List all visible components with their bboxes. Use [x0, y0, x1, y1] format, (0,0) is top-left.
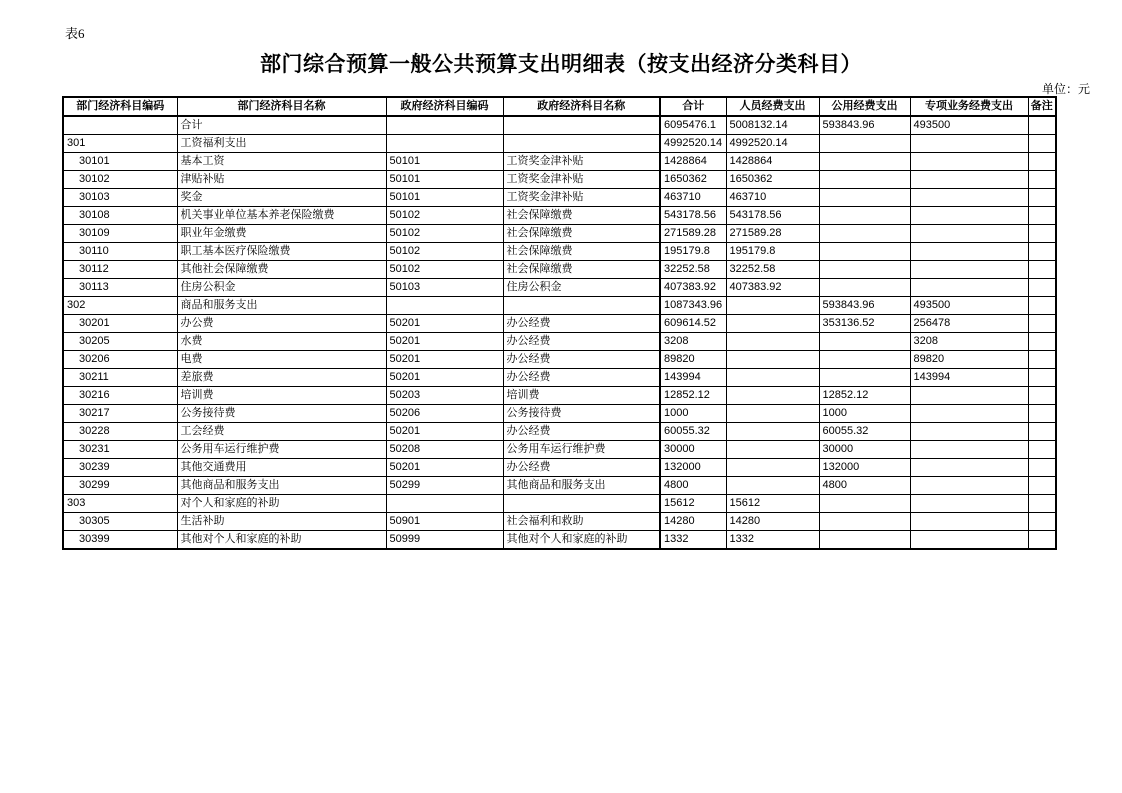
cell-dept-code: 302 [63, 297, 177, 315]
cell-public-expense: 30000 [819, 441, 910, 459]
cell-special-expense [910, 441, 1028, 459]
cell-dept-name: 住房公积金 [177, 279, 386, 297]
cell-note [1028, 333, 1056, 351]
cell-note [1028, 153, 1056, 171]
cell-gov-code: 50103 [386, 279, 503, 297]
cell-total: 6095476.1 [660, 116, 726, 135]
cell-total: 132000 [660, 459, 726, 477]
cell-dept-name: 奖金 [177, 189, 386, 207]
cell-special-expense [910, 531, 1028, 550]
cell-gov-name: 办公经费 [503, 459, 660, 477]
cell-note [1028, 171, 1056, 189]
cell-dept-name: 差旅费 [177, 369, 386, 387]
cell-public-expense [819, 333, 910, 351]
cell-gov-name: 工资奖金津补贴 [503, 153, 660, 171]
cell-special-expense: 256478 [910, 315, 1028, 333]
cell-total: 543178.56 [660, 207, 726, 225]
cell-dept-name: 公务接待费 [177, 405, 386, 423]
cell-personnel-expense: 5008132.14 [726, 116, 819, 135]
cell-total: 32252.58 [660, 261, 726, 279]
table-row [63, 135, 1056, 153]
cell-dept-code [63, 116, 177, 135]
cell-personnel-expense: 543178.56 [726, 207, 819, 225]
table-row [63, 387, 1056, 405]
cell-note [1028, 261, 1056, 279]
cell-personnel-expense: 1332 [726, 531, 819, 550]
cell-total: 1428864 [660, 153, 726, 171]
cell-public-expense [819, 513, 910, 531]
cell-note [1028, 243, 1056, 261]
cell-special-expense [910, 243, 1028, 261]
cell-special-expense [910, 153, 1028, 171]
cell-gov-name [503, 495, 660, 513]
column-header-gov-name: 政府经济科目名称 [503, 97, 660, 116]
cell-public-expense: 4800 [819, 477, 910, 495]
cell-special-expense: 89820 [910, 351, 1028, 369]
cell-special-expense [910, 189, 1028, 207]
cell-special-expense [910, 477, 1028, 495]
cell-gov-code: 50901 [386, 513, 503, 531]
cell-total: 4992520.14 [660, 135, 726, 153]
cell-gov-code: 50203 [386, 387, 503, 405]
cell-public-expense [819, 189, 910, 207]
cell-dept-code: 30205 [63, 333, 177, 351]
cell-gov-code: 50299 [386, 477, 503, 495]
cell-public-expense [819, 369, 910, 387]
cell-dept-code: 30112 [63, 261, 177, 279]
cell-gov-name: 工资奖金津补贴 [503, 189, 660, 207]
cell-personnel-expense: 271589.28 [726, 225, 819, 243]
cell-gov-code: 50102 [386, 225, 503, 243]
cell-note [1028, 225, 1056, 243]
cell-total: 195179.8 [660, 243, 726, 261]
cell-dept-code: 301 [63, 135, 177, 153]
cell-gov-code: 50101 [386, 153, 503, 171]
cell-dept-name: 对个人和家庭的补助 [177, 495, 386, 513]
cell-public-expense [819, 495, 910, 513]
table-row [63, 477, 1056, 495]
cell-note [1028, 513, 1056, 531]
cell-gov-name: 办公经费 [503, 351, 660, 369]
cell-note [1028, 495, 1056, 513]
cell-dept-code: 30103 [63, 189, 177, 207]
cell-dept-code: 30216 [63, 387, 177, 405]
table-row [63, 369, 1056, 387]
cell-dept-name: 其他社会保障缴费 [177, 261, 386, 279]
cell-total: 1087343.96 [660, 297, 726, 315]
cell-gov-code: 50201 [386, 369, 503, 387]
cell-dept-code: 30305 [63, 513, 177, 531]
cell-gov-name [503, 135, 660, 153]
cell-note [1028, 459, 1056, 477]
column-header-dept-name: 部门经济科目名称 [177, 97, 386, 116]
cell-dept-name: 其他商品和服务支出 [177, 477, 386, 495]
cell-gov-name: 社会保障缴费 [503, 261, 660, 279]
cell-special-expense: 493500 [910, 297, 1028, 315]
cell-note [1028, 315, 1056, 333]
cell-note [1028, 531, 1056, 550]
cell-gov-code: 50206 [386, 405, 503, 423]
table-row [63, 531, 1056, 550]
cell-gov-code [386, 297, 503, 315]
column-header-dept-code: 部门经济科目编码 [63, 97, 177, 116]
cell-public-expense [819, 261, 910, 279]
cell-dept-code: 30201 [63, 315, 177, 333]
budget-table [62, 96, 1057, 550]
cell-dept-name: 培训费 [177, 387, 386, 405]
cell-gov-code: 50201 [386, 351, 503, 369]
cell-gov-name: 其他对个人和家庭的补助 [503, 531, 660, 550]
cell-total: 1332 [660, 531, 726, 550]
cell-total: 15612 [660, 495, 726, 513]
cell-public-expense: 593843.96 [819, 116, 910, 135]
cell-special-expense [910, 405, 1028, 423]
table-row [63, 315, 1056, 333]
cell-total: 3208 [660, 333, 726, 351]
cell-total: 407383.92 [660, 279, 726, 297]
cell-gov-name: 办公经费 [503, 369, 660, 387]
cell-total: 143994 [660, 369, 726, 387]
cell-public-expense: 353136.52 [819, 315, 910, 333]
cell-personnel-expense: 1650362 [726, 171, 819, 189]
sheet-label: 表6 [65, 26, 85, 41]
table-row [63, 189, 1056, 207]
cell-note [1028, 477, 1056, 495]
cell-personnel-expense [726, 441, 819, 459]
table-row [63, 459, 1056, 477]
cell-special-expense: 143994 [910, 369, 1028, 387]
cell-total: 463710 [660, 189, 726, 207]
cell-total: 1650362 [660, 171, 726, 189]
cell-dept-name: 津贴补贴 [177, 171, 386, 189]
cell-personnel-expense [726, 477, 819, 495]
cell-gov-name: 社会保障缴费 [503, 207, 660, 225]
cell-gov-name: 公务接待费 [503, 405, 660, 423]
cell-dept-name: 合计 [177, 116, 386, 135]
cell-dept-name: 机关事业单位基本养老保险缴费 [177, 207, 386, 225]
table-body [63, 116, 1056, 549]
cell-public-expense [819, 171, 910, 189]
cell-dept-name: 商品和服务支出 [177, 297, 386, 315]
cell-dept-name: 其他对个人和家庭的补助 [177, 531, 386, 550]
cell-gov-code: 50102 [386, 261, 503, 279]
unit-label: 单位：元 [1041, 82, 1090, 96]
cell-personnel-expense: 195179.8 [726, 243, 819, 261]
cell-personnel-expense: 1428864 [726, 153, 819, 171]
table-row [63, 351, 1056, 369]
cell-personnel-expense [726, 405, 819, 423]
table-row [63, 153, 1056, 171]
cell-total: 609614.52 [660, 315, 726, 333]
cell-dept-name: 工会经费 [177, 423, 386, 441]
cell-dept-code: 30108 [63, 207, 177, 225]
cell-gov-code: 50201 [386, 423, 503, 441]
cell-special-expense: 493500 [910, 116, 1028, 135]
cell-special-expense [910, 171, 1028, 189]
cell-dept-name: 职工基本医疗保险缴费 [177, 243, 386, 261]
cell-total: 89820 [660, 351, 726, 369]
cell-special-expense [910, 261, 1028, 279]
cell-dept-code: 30211 [63, 369, 177, 387]
cell-dept-code: 30101 [63, 153, 177, 171]
table-row [63, 297, 1056, 315]
cell-gov-name: 社会福利和救助 [503, 513, 660, 531]
cell-note [1028, 405, 1056, 423]
cell-gov-code: 50999 [386, 531, 503, 550]
cell-total: 271589.28 [660, 225, 726, 243]
table-row [63, 495, 1056, 513]
cell-dept-code: 30228 [63, 423, 177, 441]
cell-gov-code: 50201 [386, 459, 503, 477]
cell-personnel-expense [726, 387, 819, 405]
cell-gov-name: 社会保障缴费 [503, 243, 660, 261]
cell-public-expense [819, 225, 910, 243]
cell-dept-name: 职业年金缴费 [177, 225, 386, 243]
cell-gov-name: 培训费 [503, 387, 660, 405]
cell-dept-name: 工资福利支出 [177, 135, 386, 153]
cell-gov-name: 办公经费 [503, 315, 660, 333]
column-header-note: 备注 [1028, 97, 1056, 116]
cell-personnel-expense [726, 459, 819, 477]
cell-personnel-expense: 14280 [726, 513, 819, 531]
cell-personnel-expense [726, 333, 819, 351]
cell-personnel-expense: 4992520.14 [726, 135, 819, 153]
cell-gov-name [503, 116, 660, 135]
cell-personnel-expense: 15612 [726, 495, 819, 513]
cell-total: 30000 [660, 441, 726, 459]
cell-note [1028, 351, 1056, 369]
table-row [63, 207, 1056, 225]
table-row [63, 243, 1056, 261]
cell-dept-name: 生活补助 [177, 513, 386, 531]
cell-personnel-expense [726, 423, 819, 441]
column-header-public-expense: 公用经费支出 [819, 97, 910, 116]
cell-public-expense [819, 207, 910, 225]
table-row [63, 279, 1056, 297]
page-title: 部门综合预算一般公共预算支出明细表（按支出经济分类科目） [260, 52, 862, 76]
cell-gov-code [386, 116, 503, 135]
cell-total: 14280 [660, 513, 726, 531]
cell-public-expense [819, 279, 910, 297]
cell-dept-code: 30299 [63, 477, 177, 495]
cell-public-expense [819, 135, 910, 153]
cell-special-expense [910, 387, 1028, 405]
cell-special-expense [910, 207, 1028, 225]
column-header-gov-code: 政府经济科目编码 [386, 97, 503, 116]
cell-dept-code: 30109 [63, 225, 177, 243]
cell-total: 60055.32 [660, 423, 726, 441]
cell-total: 1000 [660, 405, 726, 423]
table-row [63, 405, 1056, 423]
cell-special-expense [910, 225, 1028, 243]
cell-dept-code: 303 [63, 495, 177, 513]
cell-gov-name: 办公经费 [503, 423, 660, 441]
cell-public-expense [819, 531, 910, 550]
cell-gov-code: 50102 [386, 243, 503, 261]
cell-public-expense [819, 243, 910, 261]
cell-gov-code: 50201 [386, 315, 503, 333]
cell-gov-code [386, 135, 503, 153]
cell-gov-name: 工资奖金津补贴 [503, 171, 660, 189]
cell-dept-code: 30110 [63, 243, 177, 261]
cell-personnel-expense [726, 315, 819, 333]
cell-dept-code: 30399 [63, 531, 177, 550]
cell-personnel-expense [726, 351, 819, 369]
cell-dept-name: 办公费 [177, 315, 386, 333]
cell-note [1028, 189, 1056, 207]
cell-public-expense: 132000 [819, 459, 910, 477]
cell-personnel-expense: 407383.92 [726, 279, 819, 297]
table-row [63, 423, 1056, 441]
cell-total: 12852.12 [660, 387, 726, 405]
cell-dept-name: 水费 [177, 333, 386, 351]
cell-personnel-expense: 463710 [726, 189, 819, 207]
cell-public-expense [819, 351, 910, 369]
cell-dept-name: 基本工资 [177, 153, 386, 171]
cell-gov-code: 50101 [386, 171, 503, 189]
cell-gov-name: 公务用车运行维护费 [503, 441, 660, 459]
cell-special-expense [910, 279, 1028, 297]
cell-note [1028, 207, 1056, 225]
table-row [63, 441, 1056, 459]
cell-note [1028, 116, 1056, 135]
cell-gov-code: 50102 [386, 207, 503, 225]
cell-special-expense [910, 135, 1028, 153]
cell-note [1028, 297, 1056, 315]
cell-special-expense [910, 513, 1028, 531]
cell-note [1028, 441, 1056, 459]
cell-note [1028, 135, 1056, 153]
cell-personnel-expense [726, 297, 819, 315]
cell-note [1028, 279, 1056, 297]
cell-dept-code: 30231 [63, 441, 177, 459]
cell-dept-name: 公务用车运行维护费 [177, 441, 386, 459]
table-row [63, 116, 1056, 135]
table-header-row [63, 97, 1056, 116]
cell-public-expense: 593843.96 [819, 297, 910, 315]
cell-dept-name: 其他交通费用 [177, 459, 386, 477]
cell-special-expense [910, 423, 1028, 441]
cell-personnel-expense: 32252.58 [726, 261, 819, 279]
cell-note [1028, 369, 1056, 387]
cell-total: 4800 [660, 477, 726, 495]
cell-gov-name: 社会保障缴费 [503, 225, 660, 243]
cell-gov-code: 50201 [386, 333, 503, 351]
cell-special-expense: 3208 [910, 333, 1028, 351]
cell-special-expense [910, 495, 1028, 513]
table-row [63, 513, 1056, 531]
cell-gov-name [503, 297, 660, 315]
cell-special-expense [910, 459, 1028, 477]
cell-gov-code: 50208 [386, 441, 503, 459]
column-header-special-expense: 专项业务经费支出 [910, 97, 1028, 116]
cell-dept-name: 电费 [177, 351, 386, 369]
column-header-total: 合计 [660, 97, 726, 116]
cell-dept-code: 30239 [63, 459, 177, 477]
cell-dept-code: 30113 [63, 279, 177, 297]
cell-gov-code: 50101 [386, 189, 503, 207]
cell-public-expense [819, 153, 910, 171]
cell-gov-name: 其他商品和服务支出 [503, 477, 660, 495]
cell-note [1028, 423, 1056, 441]
cell-dept-code: 30206 [63, 351, 177, 369]
cell-personnel-expense [726, 369, 819, 387]
table-row [63, 333, 1056, 351]
cell-gov-name: 住房公积金 [503, 279, 660, 297]
table-row [63, 225, 1056, 243]
cell-gov-name: 办公经费 [503, 333, 660, 351]
table-row [63, 171, 1056, 189]
cell-public-expense: 60055.32 [819, 423, 910, 441]
cell-dept-code: 30217 [63, 405, 177, 423]
cell-public-expense: 12852.12 [819, 387, 910, 405]
cell-note [1028, 387, 1056, 405]
column-header-personnel-expense: 人员经费支出 [726, 97, 819, 116]
table-row [63, 261, 1056, 279]
cell-public-expense: 1000 [819, 405, 910, 423]
cell-gov-code [386, 495, 503, 513]
cell-dept-code: 30102 [63, 171, 177, 189]
